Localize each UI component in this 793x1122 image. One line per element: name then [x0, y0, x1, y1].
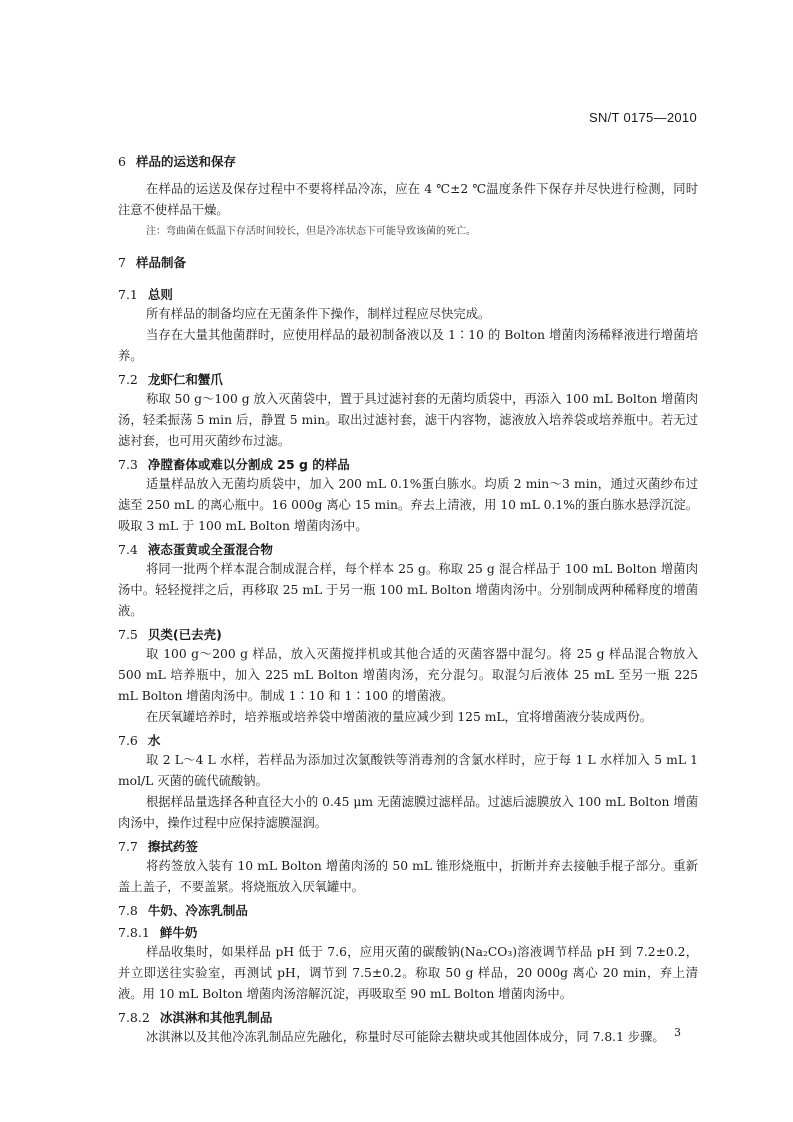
paragraph: 样品收集时，如果样品 pH 低于 7.6，应用灭菌的碳酸钠(Na₂CO₃)溶液调节样品 pH 到 7.2±0.2，并立即送往实验室，再测试 pH，调节到 7.5±0.2。称取 50 g 样品，20 000g 离心 20 min，弃上清液。用 10 mL Bolton 增菌肉汤溶解沉淀，再吸取至 90 mL Bolton 增菌肉汤中。 — [118, 945, 698, 1001]
section-6-heading — [118, 152, 698, 171]
section-title: 水 — [147, 733, 161, 748]
section-number: 7.1 — [118, 287, 138, 302]
paragraph: 所有样品的制备均应在无菌条件下操作，制样过程应尽快完成。 — [146, 307, 491, 321]
section-title: 冰淇淋和其他乳制品 — [159, 1010, 273, 1025]
paragraph: 在样品的运送及保存过程中不要将样品冷冻，应在 4 ℃±2 ℃温度条件下保存并尽快进行检测，同时注意不使样品干燥。 — [118, 182, 698, 217]
note: 注：弯曲菌在低温下存活时间较长，但是冷冻状态下可能导致该菌的死亡。 — [146, 226, 476, 237]
standard-code: SN/T 0175—2010 — [588, 110, 697, 125]
paragraph: 取 2 L～4 L 水样，若样品为添加过次氯酸铁等消毒剂的含氯水样时，应于每 1 L 水样加入 5 mL 1 mol/L 灭菌的硫代硫酸钠。 — [118, 753, 698, 788]
section-title: 龙虾仁和蟹爪 — [147, 372, 223, 387]
section-title: 液态蛋黄或全蛋混合物 — [147, 542, 273, 557]
paragraph: 将同一批两个样本混合制成混合样，每个样本 25 g。称取 25 g 混合样品于 100 mL Bolton 增菌肉汤中。轻轻搅拌之后，再移取 25 mL 于另一瓶 100 mL Bolton 增菌肉汤中。分别制成两种稀释度的增菌液。 — [118, 562, 698, 618]
section-7-7-heading — [118, 837, 698, 856]
section-number: 7 — [118, 255, 126, 270]
paragraph: 当存在大量其他菌群时，应使用样品的最初制备液以及 1∶10 的 Bolton 增菌肉汤稀释液进行增菌培养。 — [118, 328, 698, 363]
section-title: 牛奶、冷冻乳制品 — [147, 903, 248, 918]
paragraph: 将药签放入装有 10 mL Bolton 增菌肉汤的 50 mL 锥形烧瓶中，折断并弃去接触手棍子部分。重新盖上盖子，不要盖紧。将烧瓶放入厌氧罐中。 — [118, 859, 698, 894]
section-title: 样品制备 — [135, 255, 186, 270]
document-body — [118, 152, 698, 1048]
section-7-4-heading — [118, 540, 698, 559]
section-number: 7.4 — [118, 542, 138, 557]
section-number: 7.5 — [118, 627, 138, 642]
section-title: 擦拭药签 — [147, 839, 198, 854]
section-number: 7.8.1 — [118, 925, 150, 940]
section-number: 7.3 — [118, 457, 138, 472]
section-number: 7.7 — [118, 839, 138, 854]
section-title: 净膛畜体或难以分割成 25 g 的样品 — [147, 457, 350, 472]
section-number: 6 — [118, 154, 126, 169]
section-number: 7.2 — [118, 372, 138, 387]
paragraph: 冰淇淋以及其他冷冻乳制品应先融化，称量时尽可能除去糖块或其他固体成分，同 7.8.1 步骤。 — [146, 1030, 665, 1044]
section-title: 样品的运送和保存 — [135, 154, 236, 169]
section-7-8-1-heading — [118, 923, 698, 942]
section-number: 7.8.2 — [118, 1010, 150, 1025]
paragraph: 称取 50 g～100 g 放入灭菌袋中，置于具过滤衬套的无菌均质袋中，再添入 100 mL Bolton 增菌肉汤，轻柔振荡 5 min 后，静置 5 min。取出过滤衬套，滤干内容物，滤液放入培养袋或培养瓶中。若无过滤衬套，也可用灭菌纱布过滤。 — [118, 392, 698, 448]
paragraph: 在厌氧罐培养时，培养瓶或培养袋中增菌液的量应减少到 125 mL，宜将增菌液分装成两份。 — [146, 710, 653, 724]
section-7-8-2-heading — [118, 1008, 698, 1027]
section-title: 总则 — [147, 287, 173, 302]
section-7-1-heading — [118, 285, 698, 304]
section-number: 7.6 — [118, 733, 138, 748]
section-7-8-heading — [118, 901, 698, 920]
section-7-6-heading — [118, 731, 698, 750]
page-number: 3 — [674, 1026, 681, 1039]
section-7-2-heading — [118, 370, 698, 389]
paragraph: 适量样品放入无菌均质袋中，加入 200 mL 0.1%蛋白胨水。均质 2 min～3 min，通过灭菌纱布过滤至 250 mL 的离心瓶中。16 000g 离心 15 min。弃去上清液，用 10 mL 0.1%的蛋白胨水悬浮沉淀。吸取 3 mL 于 100 mL Bolton 增菌肉汤中。 — [118, 477, 698, 533]
section-7-5-heading — [118, 625, 698, 644]
section-title: 鲜牛奶 — [159, 925, 198, 940]
section-title: 贝类(已去壳) — [147, 627, 222, 642]
section-7-3-heading — [118, 455, 698, 474]
section-7-heading — [118, 253, 698, 272]
section-number: 7.8 — [118, 903, 138, 918]
paragraph: 根据样品量选择各种直径大小的 0.45 μm 无菌滤膜过滤样品。过滤后滤膜放入 100 mL Bolton 增菌肉汤中，操作过程中应保持滤膜湿润。 — [118, 795, 698, 830]
paragraph: 取 100 g～200 g 样品，放入灭菌搅拌机或其他合适的灭菌容器中混匀。将 25 g 样品混合物放入 500 mL 培养瓶中，加入 225 mL Bolton 增菌肉汤，充分混匀。取混匀后液体 25 mL 至另一瓶 225 mL Bolton 增菌肉汤中。制成 1∶10 和 1∶100 的增菌液。 — [118, 647, 698, 703]
